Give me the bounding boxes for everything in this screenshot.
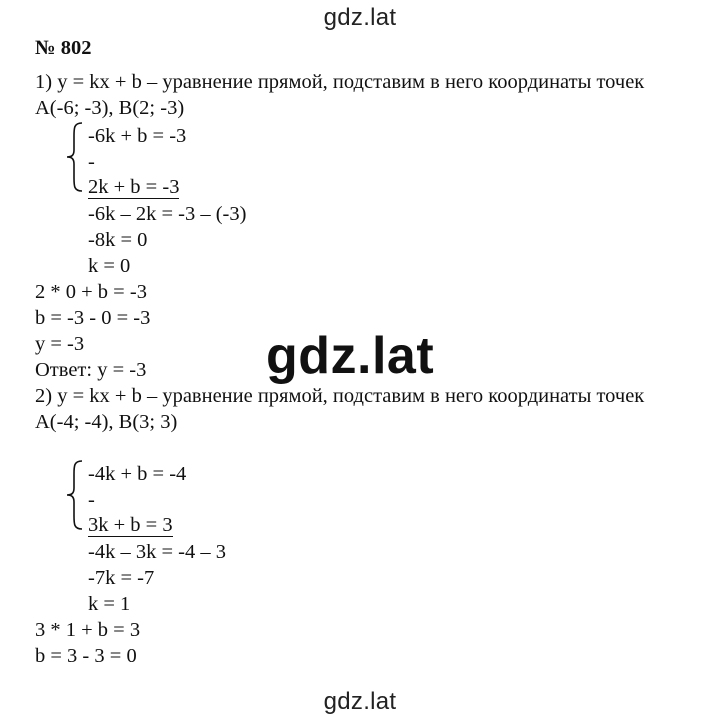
part2-step5: b = 3 - 3 = 0 <box>35 645 137 667</box>
watermark-top: gdz.lat <box>323 4 397 31</box>
part1-points: A(-6; -3), B(2; -3) <box>35 97 185 119</box>
part2-step1: -4k – 3k = -4 – 3 <box>88 541 226 563</box>
system-brace-1 <box>64 120 88 194</box>
part2-intro: 2) y = kx + b – уравнение прямой, подставим в него координаты точек <box>35 385 645 407</box>
part2-system-eq2: 3k + b = 3 <box>88 514 173 536</box>
part2-system-op: - <box>88 489 95 511</box>
part2-step3: k = 1 <box>88 593 131 615</box>
watermark-bottom: gdz.lat <box>323 688 397 715</box>
part1-step1: -6k – 2k = -3 – (-3) <box>88 203 247 225</box>
part1-step2: -8k = 0 <box>88 229 148 251</box>
part2-step4: 3 * 1 + b = 3 <box>35 619 141 641</box>
part2-system-eq2-wrap <box>88 513 173 537</box>
part1-system-op: - <box>88 151 95 173</box>
part2-points: A(-4; -4), B(3; 3) <box>35 411 178 433</box>
part1-system-eq2: 2k + b = -3 <box>88 176 180 198</box>
part1-system-eq2-wrap <box>88 175 179 199</box>
problem-number: № 802 <box>35 37 92 59</box>
part1-step6: y = -3 <box>35 333 85 355</box>
part1-step5: b = -3 - 0 = -3 <box>35 307 151 329</box>
part2-step2: -7k = -7 <box>88 567 155 589</box>
part2-system-eq1: -4k + b = -4 <box>88 463 187 485</box>
part1-system-eq1: -6k + b = -3 <box>88 125 187 147</box>
part1-answer: Ответ: y = -3 <box>35 359 147 381</box>
part1-step4: 2 * 0 + b = -3 <box>35 281 147 303</box>
system-brace-2 <box>64 458 88 532</box>
part1-intro: 1) y = kx + b – уравнение прямой, подставим в него координаты точек <box>35 71 645 93</box>
watermark-center: gdz.lat <box>266 327 435 385</box>
part1-step3: k = 0 <box>88 255 131 277</box>
